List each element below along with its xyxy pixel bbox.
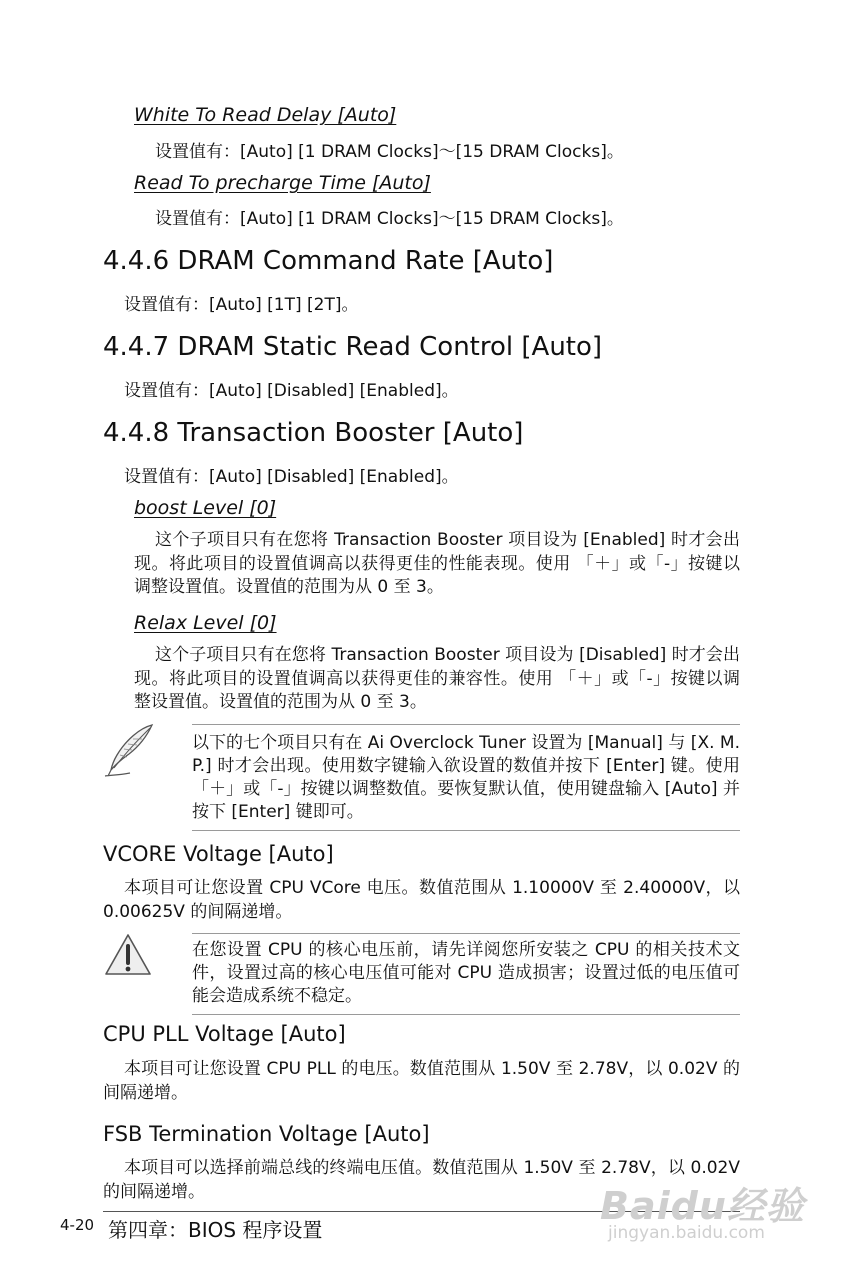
subitem-options-read-to-precharge: 设置值有：[Auto] [1 DRAM Clocks]～[15 DRAM Clocks]。: [155, 209, 624, 229]
feather-pen-icon: [102, 722, 160, 778]
warning-text: 在您设置 CPU 的核心电压前，请先详阅您所安装之 CPU 的相关技术文件，设置过高的核心电压值可能对 CPU 造成损害；设置过低的电压值可能会造成系统不稳定。: [192, 940, 740, 1006]
watermark-logo-text: Baidu经验: [600, 1184, 805, 1228]
item-body-fsb-termination-voltage: 本项目可以选择前端总线的终端电压值。数值范围从 1.50V 至 2.78V，以 0.02V 的间隔递增。: [103, 1158, 740, 1202]
section-heading-4-4-7: 4.4.7 DRAM Static Read Control [Auto]: [103, 332, 603, 362]
watermark-url: jingyan.baidu.com: [608, 1223, 765, 1243]
warning-box: [192, 933, 740, 1015]
item-body-cpu-pll-voltage: 本项目可让您设置 CPU PLL 的电压。数值范围从 1.50V 至 2.78V，以 0.02V 的间隔递增。: [103, 1059, 740, 1103]
item-heading-vcore-voltage: VCORE Voltage [Auto]: [103, 842, 334, 866]
subitem-options-white-to-read-delay: 设置值有：[Auto] [1 DRAM Clocks]～[15 DRAM Clocks]。: [155, 142, 624, 162]
section-options-4-4-7: 设置值有：[Auto] [Disabled] [Enabled]。: [124, 381, 459, 401]
subitem-heading-boost-level: boost Level [0]: [134, 497, 277, 519]
chapter-title: 第四章：BIOS 程序设置: [108, 1218, 323, 1242]
note-box: [192, 724, 740, 831]
subitem-body-relax-level: 这个子项目只有在您将 Transaction Booster 项目设为 [Disabled] 时才会出现。将此项目的设置值调高以获得更佳的兼容性。使用 「＋」或「-」按键以调整设置值。设置值的范围为从 0 至 3。: [134, 645, 740, 712]
section-options-4-4-6: 设置值有：[Auto] [1T] [2T]。: [124, 295, 359, 315]
item-body-vcore-voltage: 本项目可让您设置 CPU VCore 电压。数值范围从 1.10000V 至 2.40000V，以 0.00625V 的间隔递增。: [103, 878, 740, 922]
subitem-heading-read-to-precharge: Read To precharge Time [Auto]: [134, 172, 431, 194]
warning-triangle-icon: [103, 932, 153, 978]
page-number: 4-20: [60, 1216, 95, 1234]
item-heading-cpu-pll-voltage: CPU PLL Voltage [Auto]: [103, 1022, 346, 1046]
baidu-watermark: [600, 1175, 840, 1255]
section-heading-4-4-6: 4.4.6 DRAM Command Rate [Auto]: [103, 246, 554, 276]
subitem-heading-white-to-read-delay: White To Read Delay [Auto]: [134, 104, 397, 126]
subitem-heading-relax-level: Relax Level [0]: [134, 612, 277, 634]
section-options-4-4-8: 设置值有：[Auto] [Disabled] [Enabled]。: [124, 467, 459, 487]
section-heading-4-4-8: 4.4.8 Transaction Booster [Auto]: [103, 418, 524, 448]
subitem-body-boost-level: 这个子项目只有在您将 Transaction Booster 项目设为 [Enabled] 时才会出现。将此项目的设置值调高以获得更佳的性能表现。使用 「＋」或「-」按键以调整设置值。设置值的范围为从 0 至 3。: [134, 530, 740, 597]
item-heading-fsb-termination-voltage: FSB Termination Voltage [Auto]: [103, 1122, 430, 1146]
note-text: 以下的七个项目只有在 Ai Overclock Tuner 设置为 [Manual] 与 [X. M. P.] 时才会出现。使用数字键输入欲设置的数值并按下 [Enter] 键。使用 「＋」或「-」按键以调整数值。要恢复默认值，使用键盘输入 [Auto] 并按下 [Enter] 键即可。: [192, 733, 740, 822]
